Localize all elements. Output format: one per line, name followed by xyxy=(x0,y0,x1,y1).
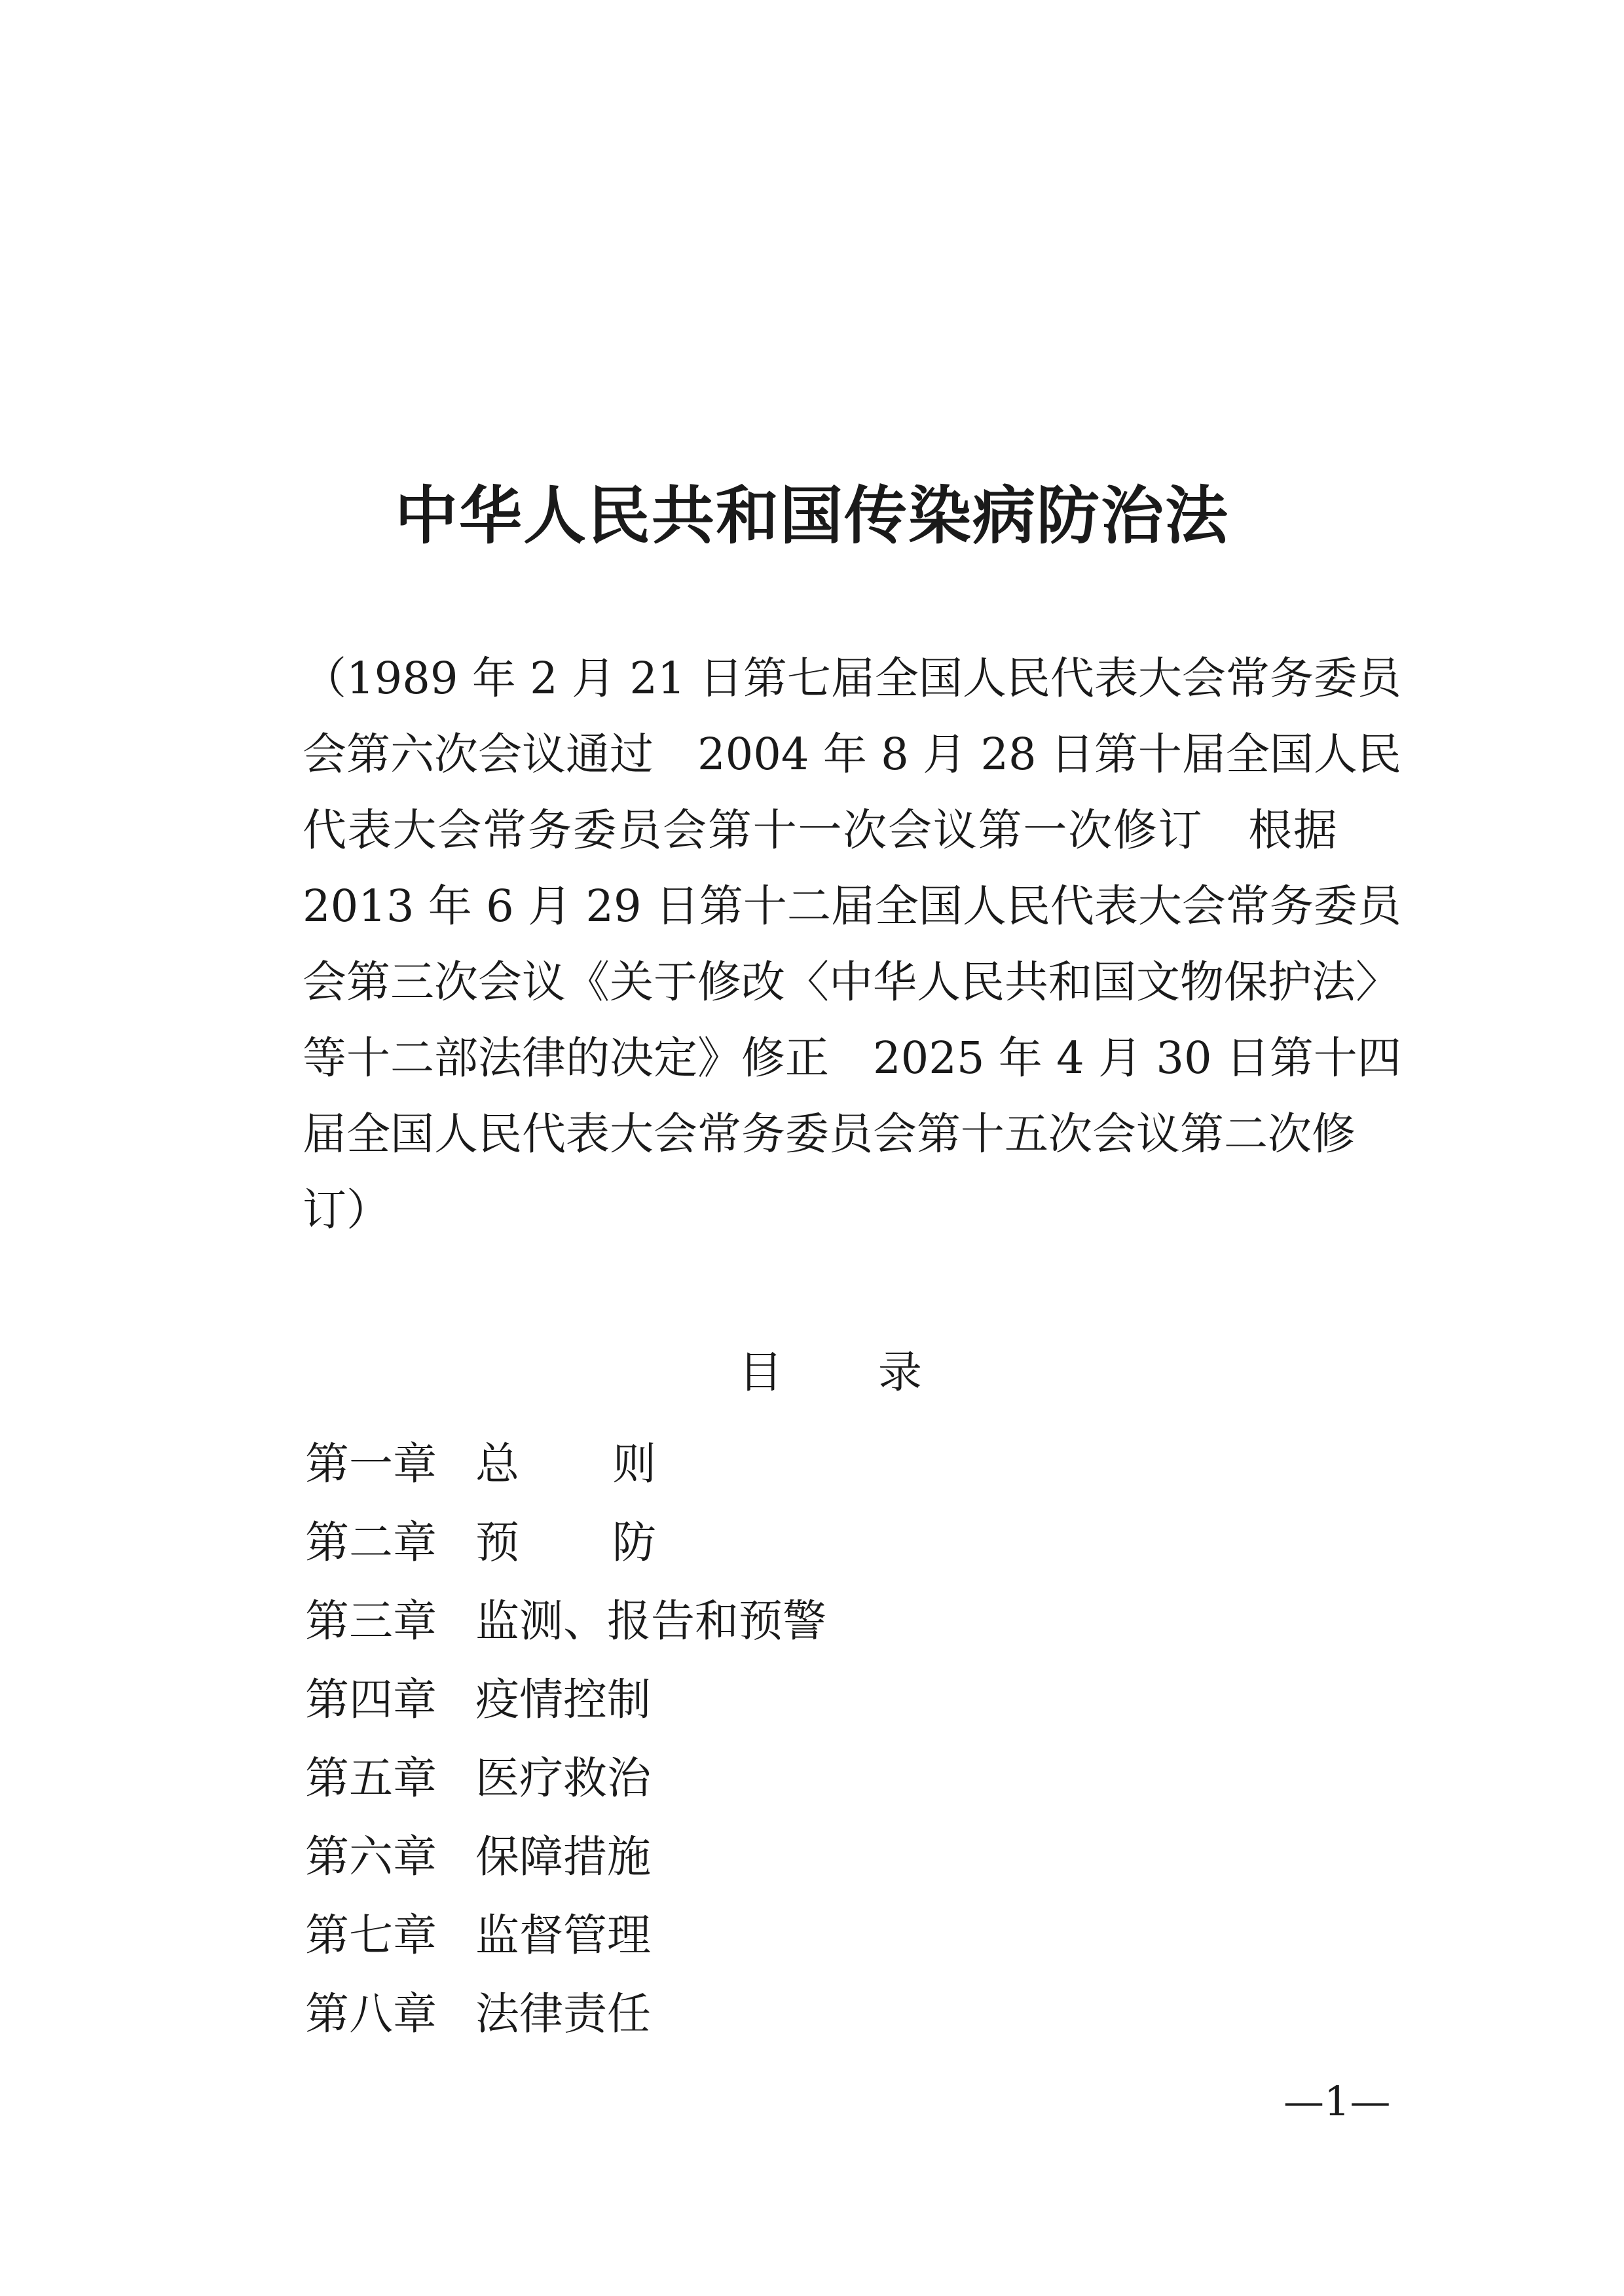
page-number: —1— xyxy=(1283,2077,1391,2125)
history-line: 2013 年 6 月 29 日第十二届全国人民代表大会常务委员 xyxy=(303,881,1401,932)
toc-chapter-number: 第七章 xyxy=(305,1910,437,1961)
toc-chapter-name: 监测、报告和预警 xyxy=(475,1595,826,1647)
toc-chapter-number: 第六章 xyxy=(305,1831,437,1882)
toc-chapter-name: 总 则 xyxy=(475,1438,656,1489)
toc-chapter-name: 医疗救治 xyxy=(475,1753,651,1804)
toc-item xyxy=(305,1817,1156,1896)
history-line: 届全国人民代表大会常务委员会第十五次会议第二次修 xyxy=(303,1108,1356,1159)
toc-chapter-number: 第四章 xyxy=(305,1674,437,1725)
table-of-contents-heading: 目 录 xyxy=(739,1347,922,1398)
toc-chapter-number: 第一章 xyxy=(305,1438,437,1489)
toc-chapter-number: 第二章 xyxy=(305,1517,437,1568)
toc-chapter-name: 法律责任 xyxy=(475,1988,651,2039)
toc-item xyxy=(305,1739,1156,1817)
toc-chapter-name: 预 防 xyxy=(475,1517,656,1568)
toc-chapter-number: 第八章 xyxy=(305,1988,437,2039)
toc-chapter-number: 第三章 xyxy=(305,1595,437,1647)
history-line: （1989 年 2 月 21 日第七届全国人民代表大会常务委员 xyxy=(303,653,1401,704)
toc-chapter-number: 第五章 xyxy=(305,1753,437,1804)
toc-item xyxy=(305,1582,1156,1660)
history-line: 订） xyxy=(303,1184,390,1235)
table-of-contents xyxy=(305,1425,1156,2053)
toc-item xyxy=(305,1975,1156,2053)
history-line: 代表大会常务委员会第十一次会议第一次修订 根据 xyxy=(303,805,1337,856)
toc-chapter-name: 疫情控制 xyxy=(475,1674,651,1725)
toc-chapter-name: 保障措施 xyxy=(475,1831,651,1882)
document-title: 中华人民共和国传染病防治法 xyxy=(395,479,1229,553)
history-line: 会第三次会议《关于修改〈中华人民共和国文物保护法〉 xyxy=(303,957,1399,1008)
toc-item xyxy=(305,1896,1156,1975)
toc-chapter-name: 监督管理 xyxy=(475,1910,651,1961)
history-line: 会第六次会议通过 2004 年 8 月 28 日第十届全国人民 xyxy=(303,729,1401,780)
legislative-history xyxy=(303,640,1401,1248)
history-line: 等十二部法律的决定》修正 2025 年 4 月 30 日第十四 xyxy=(303,1032,1401,1084)
toc-item xyxy=(305,1503,1156,1582)
toc-item xyxy=(305,1425,1156,1503)
toc-item xyxy=(305,1660,1156,1739)
